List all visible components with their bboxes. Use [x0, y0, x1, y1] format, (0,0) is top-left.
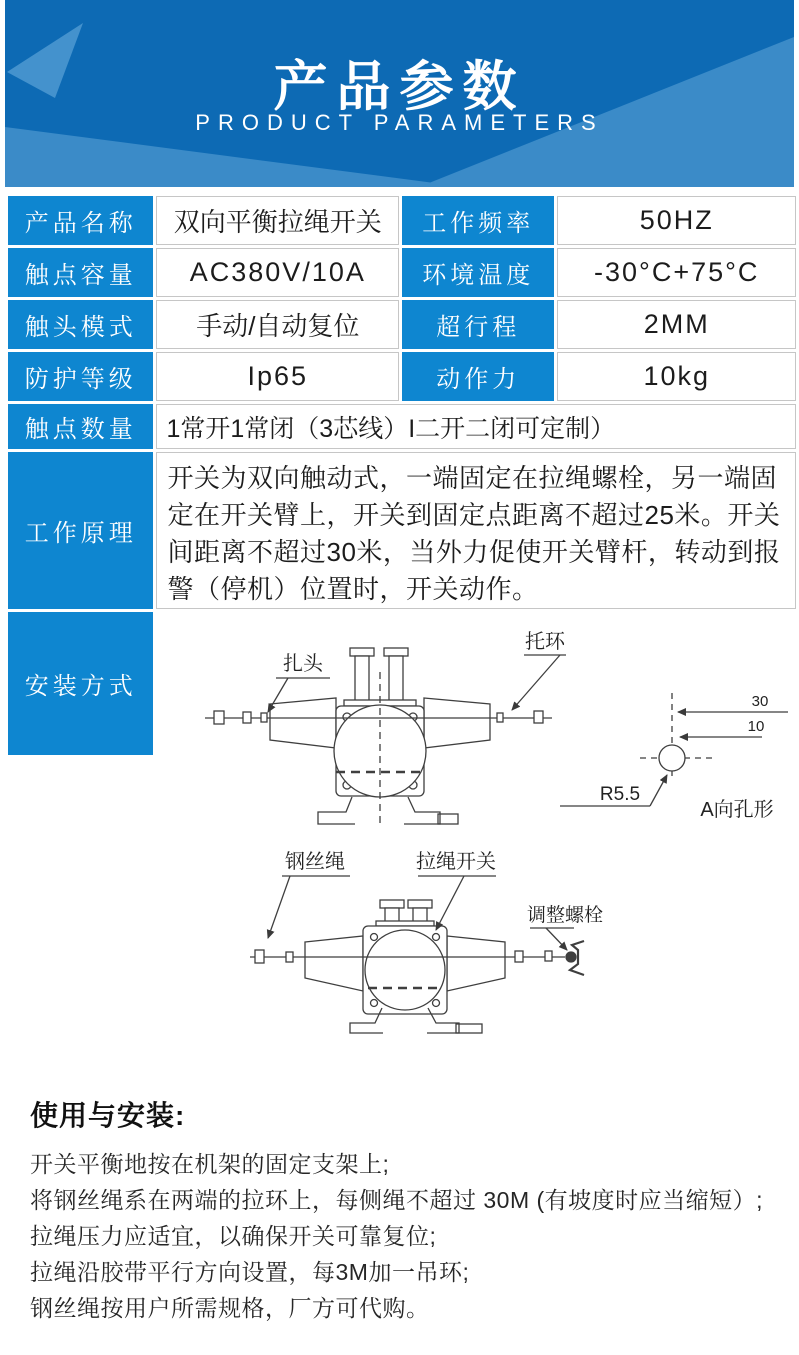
diagram1-label-clamp: 扎头 [283, 653, 323, 675]
usage-line-5: 钢丝绳按用户所需规格，厂方可代购。 [30, 1295, 430, 1321]
label-working-principle: 工作原理 [8, 452, 153, 609]
label-contact-quantity: 触点数量 [8, 404, 153, 449]
dimension-30: 30 [751, 693, 769, 710]
usage-heading: 使用与安装: [30, 1100, 186, 1131]
table-row [8, 352, 796, 401]
value-contact-mode: 手动/自动复位 [156, 300, 399, 349]
table-row [8, 404, 796, 449]
banner-facet-bottom-left [5, 127, 465, 187]
diagram1-label-support-ring: 托环 [525, 631, 565, 653]
diagram1-label-hole-view: A向孔形 [700, 799, 774, 821]
usage-line-3: 拉绳压力应适宜，以确保开关可靠复位; [30, 1223, 437, 1249]
label-working-frequency: 工作频率 [402, 196, 554, 245]
dimension-10: 10 [747, 718, 765, 735]
usage-line-2: 将钢丝绳系在两端的拉环上，每侧绳不超过 30M (有坡度时应当缩短）; [30, 1187, 764, 1213]
usage-notes [30, 1094, 770, 1326]
table-row [8, 248, 796, 297]
value-working-frequency: 50HZ [557, 196, 796, 245]
value-working-principle: 开关为双向触动式，一端固定在拉绳螺栓，另一端固定在开关臂上，开关到固定点距离不超过25米。开关间距离不超过30米，当外力促使开关臂杆，转动到报警（停机）位置时，开关动作。 [156, 452, 796, 609]
table-row [8, 452, 796, 609]
value-action-force: 10kg [557, 352, 796, 401]
installation-diagrams [0, 600, 799, 1080]
label-action-force: 动作力 [402, 352, 554, 401]
value-protection-level: Ip65 [156, 352, 399, 401]
value-product-name: 双向平衡拉绳开关 [156, 196, 399, 245]
value-overtravel: 2MM [557, 300, 796, 349]
table-row [8, 196, 796, 245]
diagram1-label-radius: R5.5 [599, 784, 641, 805]
value-ambient-temperature: -30°C+75°C [557, 248, 796, 297]
value-contact-quantity: 1常开1常闭（3芯线）I二开二闭可定制） [156, 404, 796, 449]
diagram2-label-rope-switch: 拉绳开关 [416, 851, 496, 873]
value-contact-capacity: AC380V/10A [156, 248, 399, 297]
label-installation-method: 安装方式 [8, 612, 153, 755]
header-banner [5, 0, 794, 187]
switch-diagram-1 [205, 648, 566, 828]
diagram2-label-wire-rope: 钢丝绳 [285, 851, 345, 873]
label-product-name: 产品名称 [8, 196, 153, 245]
label-contact-capacity: 触点容量 [8, 248, 153, 297]
label-contact-mode: 触头模式 [8, 300, 153, 349]
page-title: 产品参数 [273, 57, 526, 117]
diagram2-label-adjust-bolt: 调整螺栓 [526, 905, 604, 926]
table-row [8, 300, 796, 349]
switch-diagram-2 [250, 876, 584, 1033]
usage-line-1: 开关平衡地按在机架的固定支架上; [30, 1151, 390, 1177]
label-protection-level: 防护等级 [8, 352, 153, 401]
label-overtravel: 超行程 [402, 300, 554, 349]
page-subtitle: PRODUCT PARAMETERS [195, 110, 604, 135]
usage-line-4: 拉绳沿胶带平行方向设置，每3M加一吊环; [30, 1259, 470, 1285]
label-ambient-temperature: 环境温度 [402, 248, 554, 297]
